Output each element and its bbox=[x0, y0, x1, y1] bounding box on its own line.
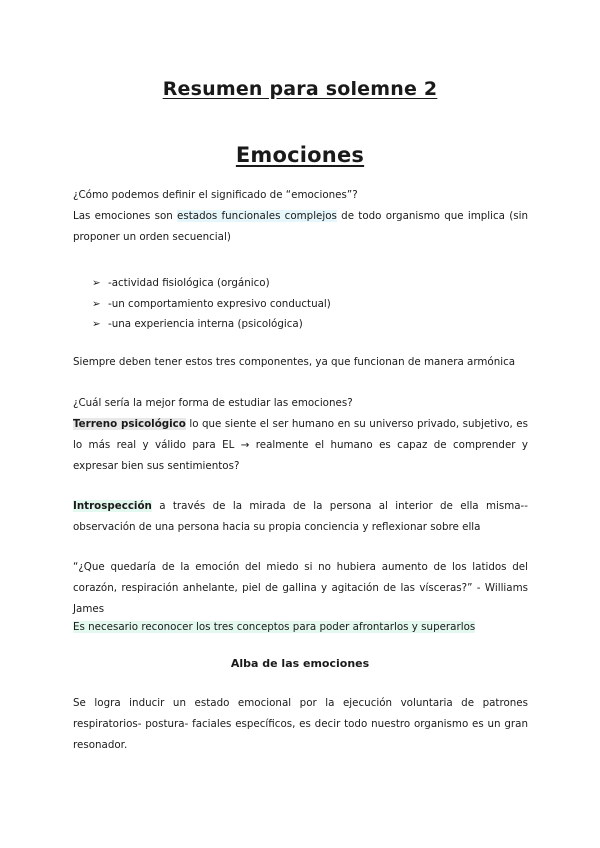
introspeccion-text: a través de la mirada de la persona al interior de ella misma-- observación de una persona hacia su propia conciencia y reflexionar sobre ella bbox=[73, 500, 528, 533]
note-highlight: Es necesario reconocer los tres conceptos para poder afrontarlos y superarlos bbox=[73, 621, 476, 633]
introspeccion-keyword: Introspección bbox=[73, 500, 152, 512]
arrow-bullet-icon: ➢ bbox=[92, 277, 101, 289]
components-list bbox=[92, 273, 331, 335]
list-item-text: -un comportamiento expresivo conductual) bbox=[108, 297, 331, 310]
alba-subheading: Alba de las emociones bbox=[230, 657, 370, 670]
section-title: Emociones bbox=[235, 143, 365, 167]
list-item-text: -una experiencia interna (psicológica) bbox=[108, 318, 303, 330]
introspeccion-block bbox=[73, 496, 528, 538]
question-definition: ¿Cómo podemos definir el significado de “emociones”? bbox=[73, 189, 358, 201]
definition-text-before: Las emociones son bbox=[73, 210, 178, 222]
alba-text: Se logra inducir un estado emocional por la ejecución voluntaria de patrones respiratorios- postura- faciales específicos, es decir todo nuestro organismo es un gran resonador. bbox=[73, 697, 528, 751]
quote-text: “¿Que quedaría de la emoción del miedo si no hubiera aumento de los latidos del corazón, respiración anhelante, piel de gallina y agitación de las vísceras?” - Williams James bbox=[73, 561, 528, 615]
list-item bbox=[92, 273, 331, 294]
list-item bbox=[92, 314, 331, 335]
question-study: ¿Cuál sería la mejor forma de estudiar las emociones? bbox=[73, 397, 353, 409]
list-item bbox=[92, 294, 331, 315]
terreno-text: lo que siente el ser humano en su universo privado, subjetivo, es lo más real y válido para EL → realmente el humano es capaz de comprender y expresar bien sus sentimientos? bbox=[73, 418, 528, 472]
page-title: Resumen para solemne 2 bbox=[162, 78, 438, 100]
terreno-block bbox=[73, 393, 528, 477]
arrow-bullet-icon: ➢ bbox=[92, 297, 101, 310]
definition-block bbox=[73, 185, 528, 248]
arrow-bullet-icon: ➢ bbox=[92, 318, 101, 330]
summary-text: Siempre deben tener estos tres componentes, ya que funcionan de manera armónica bbox=[73, 356, 516, 368]
note-block bbox=[73, 617, 528, 638]
definition-text-after: de todo organismo que implica (sin proponer un orden secuencial) bbox=[73, 210, 528, 243]
terreno-keyword: Terreno psicológico bbox=[73, 418, 186, 430]
list-item-text: -actividad fisiológica (orgánico) bbox=[108, 277, 270, 289]
definition-highlight: estados funcionales complejos bbox=[177, 210, 337, 222]
